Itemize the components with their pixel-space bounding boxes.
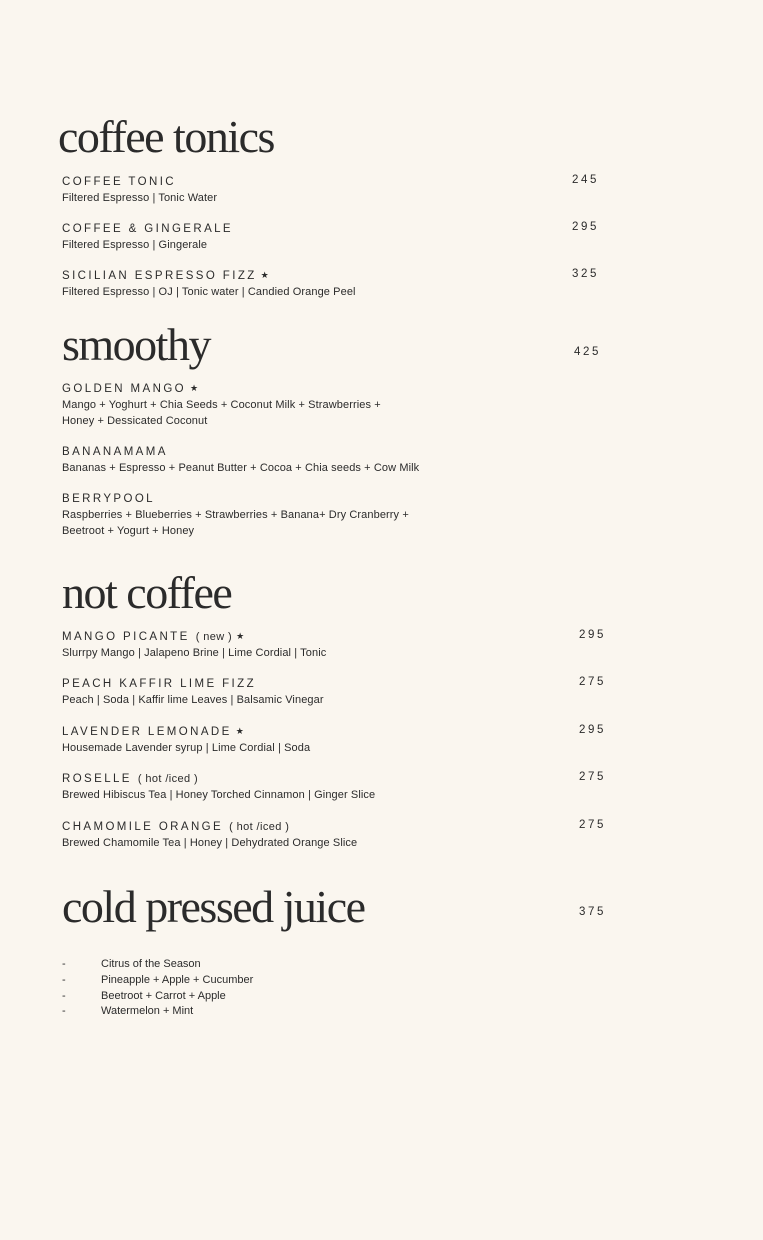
item-name: CHAMOMILE ORANGE (62, 821, 224, 833)
item-note: ( new ) (195, 631, 233, 643)
bullet-dash: - (62, 1005, 66, 1018)
section-price: 375 (579, 906, 606, 918)
item-description: Housemade Lavender syrup | Lime Cordial | Soda (62, 742, 311, 754)
item-name: SICILIAN ESPRESSO FIZZ (62, 270, 257, 282)
item-name: BERRYPOOL (62, 493, 155, 505)
item-description: Peach | Soda | Kaffir lime Leaves | Balsamic Vinegar (62, 694, 324, 706)
item-price: 245 (572, 174, 599, 186)
item-price: 295 (579, 724, 606, 736)
star-icon: ★ (236, 631, 245, 641)
item-name: PEACH KAFFIR LIME FIZZ (62, 678, 257, 690)
item-price: 275 (579, 819, 606, 831)
item-description: Slurrpy Mango | Jalapeno Brine | Lime Cordial | Tonic (62, 647, 327, 659)
item-name: ROSELLE (62, 773, 132, 785)
menu-item-berrypool (62, 490, 542, 539)
section-price: 425 (574, 346, 601, 358)
item-description: Brewed Chamomile Tea | Honey | Dehydrated Orange Slice (62, 837, 358, 849)
item-description: Filtered Espresso | OJ | Tonic water | Candied Orange Peel (62, 286, 356, 298)
menu-item-coffee-tonic (62, 173, 542, 206)
item-price: 275 (579, 676, 606, 688)
menu-item-roselle (62, 770, 542, 803)
item-name: MANGO PICANTE (62, 631, 190, 643)
item-description: Bananas + Espresso + Peanut Butter + Cocoa + Chia seeds + Cow Milk (62, 462, 420, 474)
item-name: COFFEE & GINGERALE (62, 223, 234, 235)
section-title-not-coffee: not coffee (62, 567, 232, 618)
item-price: 295 (579, 629, 606, 641)
list-item (62, 989, 253, 1005)
bullet-dash: - (62, 958, 66, 970)
juice-list (62, 957, 253, 1020)
juice-name: Beetroot + Carrot + Apple (101, 989, 226, 1002)
menu-item-bananamama (62, 443, 542, 476)
bullet-dash: - (62, 973, 66, 986)
bullet-dash: - (62, 989, 66, 1002)
menu-item-peach-kaffir-lime-fizz (62, 675, 542, 708)
section-title-smoothy: smoothy (62, 319, 210, 370)
juice-name: Pineapple + Apple + Cucumber (101, 973, 254, 986)
item-note: ( hot /iced ) (229, 821, 290, 833)
item-name: LAVENDER LEMONADE (62, 726, 232, 738)
item-price: 275 (579, 771, 606, 783)
list-item (62, 1004, 253, 1020)
item-description: Filtered Espresso | Tonic Water (62, 192, 218, 204)
item-description: Raspberries + Blueberries + Strawberries + Banana+ Dry Cranberry + (62, 509, 409, 521)
item-description: Filtered Espresso | Gingerale (62, 239, 208, 251)
item-name: BANANAMAMA (62, 446, 168, 458)
item-name: GOLDEN MANGO (62, 383, 187, 395)
menu-item-chamomile-orange (62, 818, 542, 851)
star-icon: ★ (190, 383, 199, 393)
star-icon: ★ (235, 726, 244, 736)
menu-item-coffee-gingerale (62, 220, 542, 253)
list-item (62, 957, 253, 973)
juice-name: Watermelon + Mint (101, 1005, 194, 1018)
item-note: ( hot /iced ) (137, 773, 199, 785)
menu-item-lavender-lemonade (62, 723, 542, 756)
item-description-line-2: Beetroot + Yogurt + Honey (62, 525, 195, 537)
item-description: Mango + Yoghurt + Chia Seeds + Coconut Milk + Strawberries + (62, 399, 381, 411)
item-description: Brewed Hibiscus Tea | Honey Torched Cinnamon | Ginger Slice (62, 789, 376, 801)
item-name: COFFEE TONIC (62, 176, 176, 188)
menu-item-sicilian-espresso-fizz (62, 267, 542, 300)
list-item (62, 973, 253, 989)
menu-item-mango-picante (62, 628, 542, 661)
item-price: 295 (572, 221, 599, 233)
item-price: 325 (572, 268, 599, 280)
star-icon: ★ (260, 270, 269, 280)
section-title-cold-pressed-juice: cold pressed juice (62, 881, 365, 932)
item-description-line-2: Honey + Dessicated Coconut (62, 415, 208, 427)
menu-item-golden-mango (62, 380, 542, 429)
juice-name: Citrus of the Season (101, 958, 201, 970)
section-title-coffee-tonics: coffee tonics (58, 111, 274, 162)
